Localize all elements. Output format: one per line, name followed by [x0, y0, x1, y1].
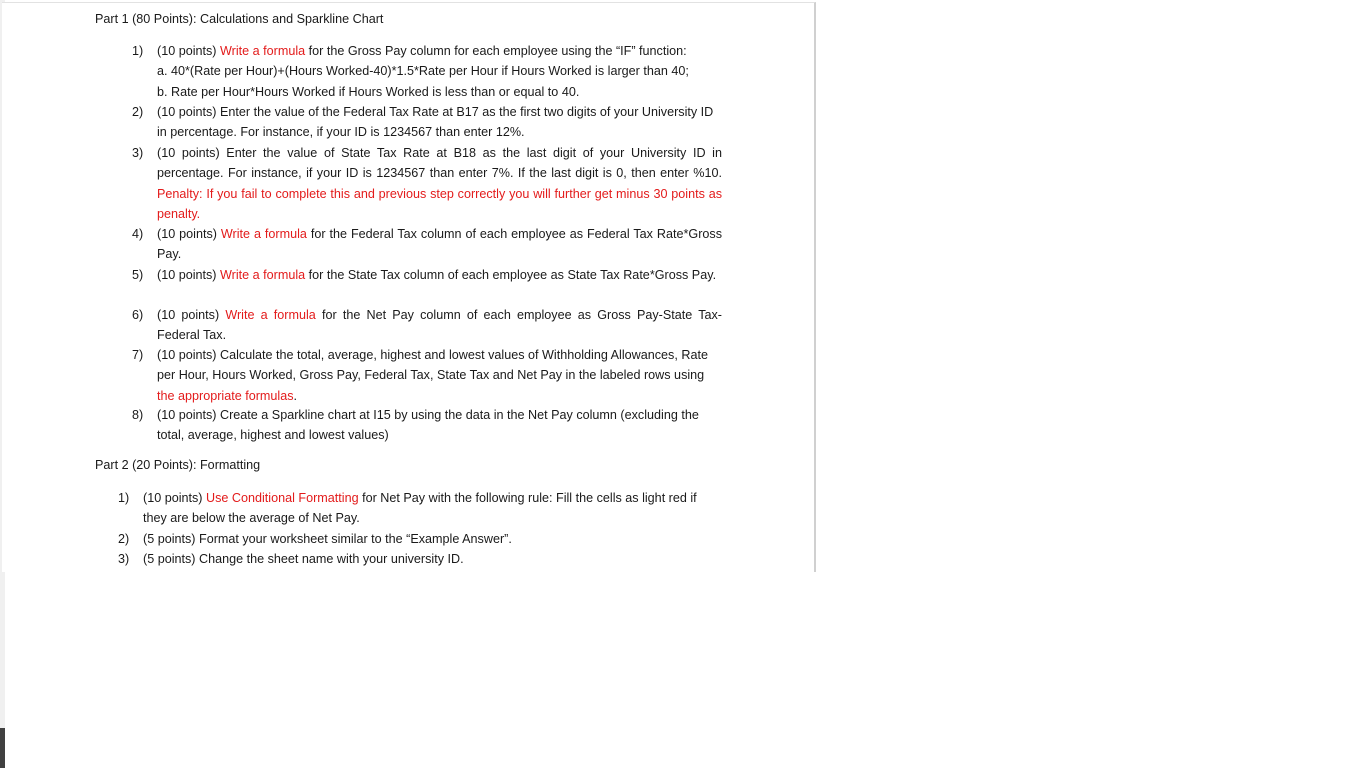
window-left-edge-handle [0, 728, 5, 768]
list-item: 1) (10 points) Write a formula for the Gross Pay column for each employee using the “IF” function: a. 40*(Rate per Hour)+(Hours Worked-40)*1.5*Rate per Hour if Hours Worked is larger than 40; b. Rate per Hour*Hours Worked if Hours Worked is less than or equal to 40. [132, 41, 722, 102]
part2-heading: Part 2 (20 Points): Formatting [95, 458, 261, 472]
highlighted-text: Use Conditional Formatting [206, 491, 359, 505]
list-item: 3) (10 points) Enter the value of State Tax Rate at B18 as the last digit of your University ID in percentage. For instance, if your ID is 1234567 than enter 7%. If the last digit is 0, then enter %10. Penalty: If you fail to complete this and previous step correctly you will further get minus 30 points as penalty. [132, 146, 722, 221]
list-item: 4) (10 points) Write a formula for the Federal Tax column of each employee as Federal Tax Rate*Gross Pay. [132, 227, 722, 262]
list-item: 8) (10 points) Create a Sparkline chart at I15 by using the data in the Net Pay column (excluding the total, average, highest and lowest values) [132, 408, 699, 443]
part1-heading: Part 1 (80 Points): Calculations and Sparkline Chart [95, 12, 384, 26]
highlighted-text: Write a formula [220, 268, 306, 282]
penalty-text: Penalty: If you fail to complete this and previous step correctly you will further get minus 30 points as penalty. [157, 186, 722, 221]
sub-item-a: a. 40*(Rate per Hour)+(Hours Worked-40)*1.5*Rate per Hour if Hours Worked is larger than 40; [157, 64, 689, 79]
list-item: 3) (5 points) Change the sheet name with your university ID. [118, 552, 464, 566]
list-item: 2) (10 points) Enter the value of the Federal Tax Rate at B17 as the first two digits of your University ID in percentage. For instance, if your ID is 1234567 than enter 12%. [132, 105, 714, 140]
highlighted-text: the appropriate formulas [157, 388, 294, 403]
document-page [2, 2, 816, 572]
highlighted-text: Write a formula [220, 227, 307, 241]
highlighted-text: Write a formula [220, 44, 306, 58]
list-item: 7) (10 points) Calculate the total, average, highest and lowest values of Withholding Allowances, Rate per Hour, Hours Worked, Gross Pay, Federal Tax, State Tax and Net Pay in the labeled rows using the appropriate formulas. [132, 348, 708, 403]
list-item: 5) (10 points) Write a formula for the State Tax column of each employee as State Tax Rate*Gross Pay. [132, 268, 717, 282]
highlighted-text: Write a formula [225, 308, 316, 322]
list-item: 1) (10 points) Use Conditional Formatting for Net Pay with the following rule: Fill the cells as light red if they are below the average of Net Pay. [118, 491, 697, 526]
sub-item-b: b. Rate per Hour*Hours Worked if Hours Worked is less than or equal to 40. [157, 84, 580, 99]
list-item: 2) (5 points) Format your worksheet similar to the “Example Answer”. [118, 532, 512, 546]
list-item: 6) (10 points) Write a formula for the Net Pay column of each employee as Gross Pay-State Tax-Federal Tax. [132, 308, 723, 343]
